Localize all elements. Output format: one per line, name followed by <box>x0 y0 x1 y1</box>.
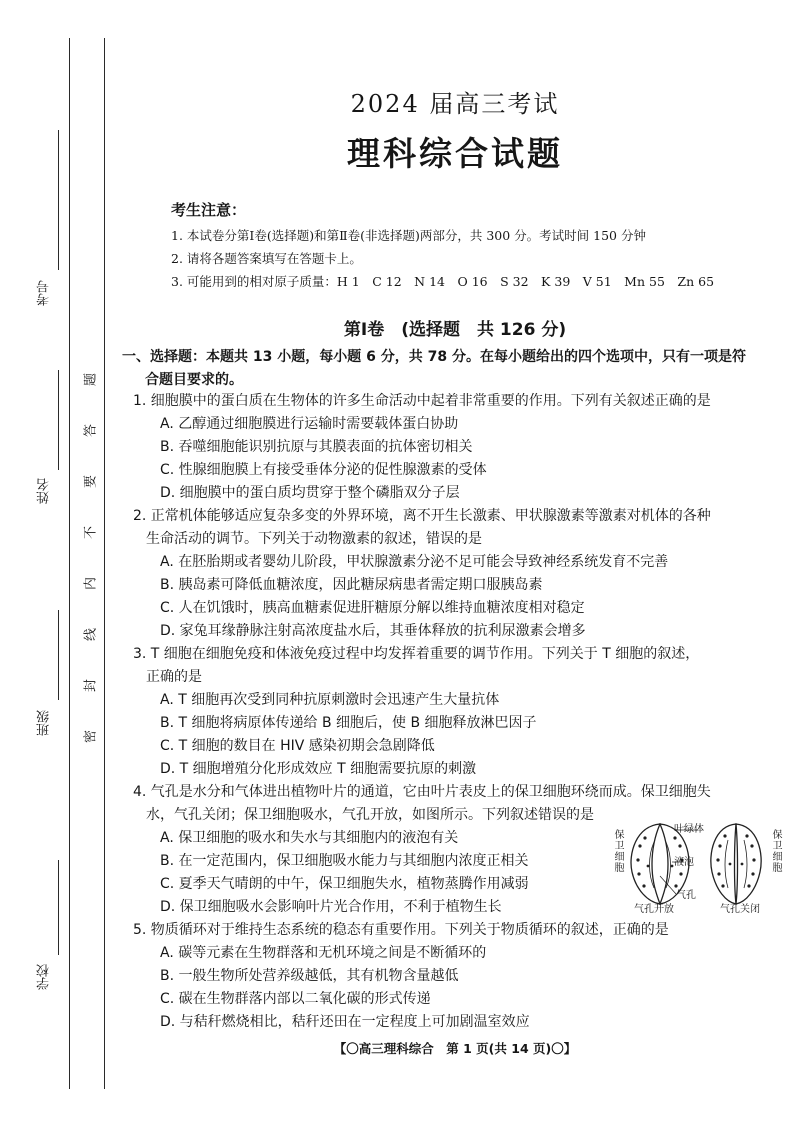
page-footer: 【〇高三理科综合 第 1 页(共 14 页)〇】 <box>333 1041 577 1056</box>
field-school <box>24 860 66 1010</box>
question-1-option-b: B. 吞噬细胞能识别抗原与其膜表面的抗体密切相关 <box>160 439 473 455</box>
question-5-option-b: B. 一般生物所处营养级越低，其有机物含量越低 <box>160 968 459 984</box>
question-2-option-a: A. 在胚胎期或者婴幼儿阶段，甲状腺激素分泌不足可能会导致神经系统发育不完善 <box>160 554 669 570</box>
figure-label-guard-cell-right: 保卫细胞 <box>772 830 783 874</box>
question-4-option-b: B. 在一定范围内，保卫细胞吸水能力与其细胞内浓度正相关 <box>160 853 529 869</box>
figure-label-stoma-closed: 气孔关闭 <box>720 904 760 915</box>
field-name <box>24 370 66 530</box>
school-label: 学校 <box>37 964 52 990</box>
question-2-option-c: C. 人在饥饿时，胰高血糖素促进肝糖原分解以维持血糖浓度相对稳定 <box>160 600 585 616</box>
seal-char: 内 <box>83 577 99 591</box>
notice-heading: 考生注意： <box>171 201 247 219</box>
question-3-stem: 3. T 细胞在细胞免疫和体液免疫过程中均发挥着重要的调节作用。下列关于 T 细胞的叙述， <box>133 646 700 662</box>
figure-label-chloroplast: 叶绿体 <box>674 824 704 835</box>
binding-line-inner <box>104 38 105 1089</box>
figure-label-stoma: 气孔 <box>676 890 696 901</box>
question-2-option-d: D. 家兔耳缘静脉注射高浓度盐水后，其垂体释放的抗利尿激素会增多 <box>160 623 586 639</box>
seal-char: 答 <box>83 424 99 438</box>
exam-year-title: 2024 届高三考试 <box>350 90 560 118</box>
seal-char: 密 <box>83 730 99 744</box>
field-exam-number <box>24 130 66 330</box>
question-3-option-a: A. T 细胞再次受到同种抗原刺激时会迅速产生大量抗体 <box>160 692 500 708</box>
question-3-option-d: D. T 细胞增殖分化形成效应 T 细胞需要抗原的刺激 <box>160 761 477 777</box>
figure-label-vacuole: 液泡 <box>674 857 694 868</box>
question-3-option-b: B. T 细胞将病原体传递给 B 细胞后，使 B 细胞释放淋巴因子 <box>160 715 537 731</box>
exam-number-rule <box>58 130 59 270</box>
question-5-option-c: C. 碳在生物群落内部以二氧化碳的形式传递 <box>160 991 431 1007</box>
question-2-stem-cont: 生命活动的调节。下列关于动物激素的叙述，错误的是 <box>146 531 482 547</box>
question-1-option-a: A. 乙醇通过细胞膜进行运输时需要载体蛋白协助 <box>160 416 459 432</box>
question-4-stem: 4. 气孔是水分和气体进出植物叶片的通道，它由叶片表皮上的保卫细胞环绕而成。保卫细胞失 <box>133 784 711 800</box>
class-rule <box>58 610 59 700</box>
question-4-option-c: C. 夏季天气晴朗的中午，保卫细胞失水，植物蒸腾作用减弱 <box>160 876 529 892</box>
question-5-option-d: D. 与秸秆燃烧相比，秸秆还田在一定程度上可加剧温室效应 <box>160 1014 530 1030</box>
seal-char: 线 <box>83 628 99 642</box>
class-label: 班级 <box>37 710 52 736</box>
section-instructions: 一、选择题：本题共 13 小题，每小题 6 分，共 78 分。在每小题给出的四个选项中，只有一项是符 <box>122 349 746 365</box>
notice-item-3: 3. 可能用到的相对原子质量：H 1 C 12 N 14 O 16 S 32 K 39 V 51 Mn 55 Zn 65 <box>171 274 715 289</box>
binding-line-outer <box>69 38 70 1089</box>
part-one-title: 第Ⅰ卷 (选择题 共 126 分) <box>343 320 567 340</box>
exam-subject-title: 理科综合试题 <box>347 134 563 173</box>
question-3-option-c: C. T 细胞的数目在 HIV 感染初期会急剧降低 <box>160 738 435 754</box>
figure-label-stoma-open: 气孔开放 <box>634 904 674 915</box>
school-rule <box>58 860 59 955</box>
name-rule <box>58 370 59 470</box>
exam-number-label: 考号 <box>37 280 52 306</box>
question-3-stem-cont: 正确的是 <box>146 669 202 685</box>
question-2-stem: 2. 正常机体能够适应复杂多变的外界环境，离不开生长激素、甲状腺激素等激素对机体的各种 <box>133 508 711 524</box>
field-class <box>24 610 66 750</box>
figure-label-guard-cell-left: 保卫细胞 <box>614 830 625 874</box>
question-2-option-b: B. 胰岛素可降低血糖浓度，因此糖尿病患者需定期口服胰岛素 <box>160 577 543 593</box>
seal-char: 题 <box>83 373 99 387</box>
question-4-option-d: D. 保卫细胞吸水会影响叶片光合作用，不利于植物生长 <box>160 899 502 915</box>
question-1-option-c: C. 性腺细胞膜上有接受垂体分泌的促性腺激素的受体 <box>160 462 487 478</box>
notice-item-1: 1. 本试卷分第Ⅰ卷(选择题)和第Ⅱ卷(非选择题)两部分，共 300 分。考试时间 150 分钟 <box>171 228 646 243</box>
question-1-option-d: D. 细胞膜中的蛋白质均贯穿于整个磷脂双分子层 <box>160 485 460 501</box>
name-label: 姓名 <box>37 478 52 504</box>
question-4-option-a: A. 保卫细胞的吸水和失水与其细胞内的液泡有关 <box>160 830 459 846</box>
question-5-stem: 5. 物质循环对于维持生态系统的稳态有重要作用。下列关于物质循环的叙述，正确的是 <box>133 922 669 938</box>
seal-char: 不 <box>83 526 99 540</box>
question-1-stem: 1. 细胞膜中的蛋白质在生物体的许多生命活动中起着非常重要的作用。下列有关叙述正确的是 <box>133 393 711 409</box>
section-instructions-cont: 合题目要求的。 <box>145 372 243 388</box>
question-5-option-a: A. 碳等元素在生物群落和无机环境之间是不断循环的 <box>160 945 487 961</box>
seal-char: 要 <box>83 475 99 489</box>
seal-char: 封 <box>83 679 99 693</box>
question-4-stem-cont: 水，气孔关闭；保卫细胞吸水，气孔开放，如图所示。下列叙述错误的是 <box>146 807 594 823</box>
notice-item-2: 2. 请将各题答案填写在答题卡上。 <box>171 251 362 266</box>
guard-cell-figure <box>612 816 788 916</box>
